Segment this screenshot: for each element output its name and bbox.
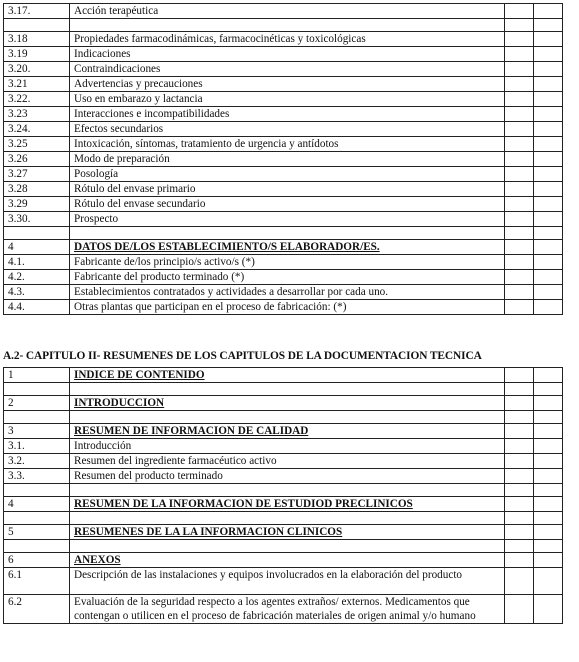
row-text: Resumen del producto terminado — [70, 469, 505, 484]
row-cell-empty — [534, 122, 563, 137]
row-text: Rótulo del envase secundario — [70, 197, 505, 212]
row-text: Modo de preparación — [70, 152, 505, 167]
row-cell-empty — [534, 47, 563, 62]
row-number: 6 — [4, 553, 70, 568]
row-cell-empty — [534, 383, 563, 396]
table-row — [4, 497, 563, 512]
row-cell-empty — [534, 107, 563, 122]
row-cell-empty — [505, 484, 534, 497]
row-cell-empty — [534, 300, 563, 315]
row-number: 3.29 — [4, 197, 70, 212]
row-cell-empty — [505, 411, 534, 424]
row-cell-empty — [505, 19, 534, 32]
row-number: 5 — [4, 525, 70, 540]
row-text: Posología — [70, 167, 505, 182]
table2-body — [4, 368, 563, 624]
row-cell-empty — [534, 424, 563, 439]
row-cell-empty — [505, 553, 534, 568]
table-summaries — [3, 367, 563, 624]
row-number: 3.19 — [4, 47, 70, 62]
row-cell-empty — [534, 212, 563, 227]
row-cell-empty — [534, 439, 563, 454]
row-text: RESUMEN DE LA INFORMACION DE ESTUDIOD PRECLINICOS — [70, 497, 505, 512]
row-cell-empty — [534, 92, 563, 107]
row-text: Uso en embarazo y lactancia — [70, 92, 505, 107]
row-number: 4.1. — [4, 255, 70, 270]
row-cell-empty — [505, 439, 534, 454]
row-cell-empty — [505, 32, 534, 47]
table1-body — [4, 4, 563, 315]
table-row — [4, 525, 563, 540]
row-cell-empty — [534, 32, 563, 47]
table-row — [4, 383, 563, 396]
row-cell-empty — [505, 4, 534, 19]
row-text — [70, 227, 505, 240]
row-cell-empty — [505, 137, 534, 152]
row-cell-empty — [505, 227, 534, 240]
table-row — [4, 512, 563, 525]
row-cell-empty — [505, 512, 534, 525]
row-text: Intoxicación, síntomas, tratamiento de urgencia y antídotos — [70, 137, 505, 152]
row-number: 3.27 — [4, 167, 70, 182]
table-row — [4, 92, 563, 107]
row-cell-empty — [534, 197, 563, 212]
row-cell-empty — [505, 396, 534, 411]
row-cell-empty — [505, 383, 534, 396]
row-text: Contraindicaciones — [70, 62, 505, 77]
row-number: 3.25 — [4, 137, 70, 152]
row-number: 3.2. — [4, 454, 70, 469]
row-text: Fabricante del producto terminado (*) — [70, 270, 505, 285]
row-text: INDICE DE CONTENIDO — [70, 368, 505, 383]
table-row — [4, 300, 563, 315]
row-cell-empty — [505, 270, 534, 285]
row-text: Introducción — [70, 439, 505, 454]
row-cell-empty — [534, 454, 563, 469]
row-cell-empty — [505, 77, 534, 92]
row-text — [70, 484, 505, 497]
row-number — [4, 484, 70, 497]
row-cell-empty — [534, 411, 563, 424]
row-text: Advertencias y precauciones — [70, 77, 505, 92]
row-cell-empty — [534, 497, 563, 512]
table-row — [4, 439, 563, 454]
row-number: 6.1 — [4, 568, 70, 595]
table-row — [4, 368, 563, 383]
row-text: Efectos secundarios — [70, 122, 505, 137]
row-text — [70, 383, 505, 396]
table-row — [4, 270, 563, 285]
table-row — [4, 484, 563, 497]
row-number: 4 — [4, 240, 70, 255]
row-cell-empty — [534, 568, 563, 595]
table-row — [4, 540, 563, 553]
row-text: Interacciones e incompatibilidades — [70, 107, 505, 122]
row-cell-empty — [534, 270, 563, 285]
row-cell-empty — [534, 469, 563, 484]
table-row — [4, 469, 563, 484]
table-row — [4, 411, 563, 424]
row-cell-empty — [505, 240, 534, 255]
row-number — [4, 383, 70, 396]
table-row — [4, 595, 563, 624]
table-row — [4, 212, 563, 227]
row-cell-empty — [505, 122, 534, 137]
table-row — [4, 396, 563, 411]
row-cell-empty — [534, 240, 563, 255]
row-number: 3.1. — [4, 439, 70, 454]
row-cell-empty — [4, 19, 70, 32]
row-text: Indicaciones — [70, 47, 505, 62]
row-text: Descripción de las instalaciones y equipos involucrados en la elaboración del producto — [70, 568, 505, 595]
row-text: Acción terapéutica — [70, 4, 505, 19]
row-cell-empty — [70, 19, 505, 32]
row-cell-empty — [534, 4, 563, 19]
row-number: 1 — [4, 368, 70, 383]
row-cell-empty — [505, 285, 534, 300]
row-cell-empty — [505, 595, 534, 624]
row-cell-empty — [534, 255, 563, 270]
table-row — [4, 454, 563, 469]
row-text: RESUMEN DE INFORMACION DE CALIDAD — [70, 424, 505, 439]
row-cell-empty — [534, 525, 563, 540]
table-row — [4, 197, 563, 212]
row-cell-empty — [534, 484, 563, 497]
row-cell-empty — [505, 525, 534, 540]
row-number: 3.17. — [4, 4, 70, 19]
table-row — [4, 32, 563, 47]
row-cell-empty — [505, 424, 534, 439]
row-number: 3.22. — [4, 92, 70, 107]
row-number: 3.28 — [4, 182, 70, 197]
row-cell-empty — [534, 167, 563, 182]
row-cell-empty — [505, 497, 534, 512]
row-cell-empty — [534, 553, 563, 568]
row-cell-empty — [505, 197, 534, 212]
row-cell-empty — [505, 107, 534, 122]
row-text: Resumen del ingrediente farmacéutico activo — [70, 454, 505, 469]
row-number: 4.4. — [4, 300, 70, 315]
row-cell-empty — [505, 212, 534, 227]
row-text: ANEXOS — [70, 553, 505, 568]
row-number: 3.30. — [4, 212, 70, 227]
table-row-blank — [4, 19, 563, 32]
table-row — [4, 167, 563, 182]
table-row — [4, 62, 563, 77]
row-number: 3 — [4, 424, 70, 439]
table-row — [4, 285, 563, 300]
row-number: 4 — [4, 497, 70, 512]
table-row — [4, 255, 563, 270]
row-cell-empty — [505, 454, 534, 469]
row-cell-empty — [534, 368, 563, 383]
row-text — [70, 411, 505, 424]
row-number: 2 — [4, 396, 70, 411]
row-cell-empty — [534, 540, 563, 553]
row-cell-empty — [505, 47, 534, 62]
row-number: 3.21 — [4, 77, 70, 92]
table-row — [4, 240, 563, 255]
row-cell-empty — [534, 595, 563, 624]
row-cell-empty — [534, 77, 563, 92]
row-cell-empty — [505, 92, 534, 107]
row-cell-empty — [534, 182, 563, 197]
table-row — [4, 107, 563, 122]
table-row — [4, 152, 563, 167]
row-cell-empty — [534, 62, 563, 77]
row-number — [4, 411, 70, 424]
table-row — [4, 4, 563, 19]
table-row — [4, 77, 563, 92]
row-cell-empty — [505, 167, 534, 182]
table-row — [4, 122, 563, 137]
table-row — [4, 137, 563, 152]
row-number: 3.23 — [4, 107, 70, 122]
row-number: 4.2. — [4, 270, 70, 285]
row-cell-empty — [534, 396, 563, 411]
table-row — [4, 47, 563, 62]
row-cell-empty — [534, 285, 563, 300]
row-text — [70, 540, 505, 553]
row-number: 3.3. — [4, 469, 70, 484]
table-continuation — [3, 3, 563, 315]
row-cell-empty — [505, 540, 534, 553]
row-cell-empty — [534, 512, 563, 525]
row-number — [4, 540, 70, 553]
row-cell-empty — [534, 19, 563, 32]
row-text: Propiedades farmacodinámicas, farmacocinéticas y toxicológicas — [70, 32, 505, 47]
row-text: Evaluación de la seguridad respecto a los agentes extraños/ externos. Medicamentos que contengan o utilicen en el proceso de fabricación materiales de origen animal y/o humano — [70, 595, 505, 624]
row-cell-empty — [534, 137, 563, 152]
table-row — [4, 182, 563, 197]
row-cell-empty — [505, 255, 534, 270]
row-number: 3.24. — [4, 122, 70, 137]
row-text: INTRODUCCION — [70, 396, 505, 411]
row-number — [4, 227, 70, 240]
row-text: Rótulo del envase primario — [70, 182, 505, 197]
row-cell-empty — [505, 568, 534, 595]
row-number: 3.18 — [4, 32, 70, 47]
row-number: 4.3. — [4, 285, 70, 300]
row-text: DATOS DE/LOS ESTABLECIMIENTO/S ELABORADOR/ES. — [70, 240, 505, 255]
table-row — [4, 227, 563, 240]
row-text: Otras plantas que participan en el proceso de fabricación: (*) — [70, 300, 505, 315]
row-text: Fabricante de/los principio/s activo/s (*) — [70, 255, 505, 270]
row-number — [4, 512, 70, 525]
row-cell-empty — [534, 227, 563, 240]
table-row — [4, 568, 563, 595]
row-cell-empty — [505, 469, 534, 484]
row-cell-empty — [505, 182, 534, 197]
table-row — [4, 553, 563, 568]
row-cell-empty — [534, 152, 563, 167]
row-text: RESUMENES DE LA LA INFORMACION CLINICOS — [70, 525, 505, 540]
row-cell-empty — [505, 300, 534, 315]
row-cell-empty — [505, 368, 534, 383]
row-text: Establecimientos contratados y actividades a desarrollar por cada uno. — [70, 285, 505, 300]
row-cell-empty — [505, 152, 534, 167]
row-number: 3.20. — [4, 62, 70, 77]
row-text — [70, 512, 505, 525]
row-cell-empty — [505, 62, 534, 77]
row-text: Prospecto — [70, 212, 505, 227]
row-number: 3.26 — [4, 152, 70, 167]
section-title: A.2- CAPITULO II- RESUMENES DE LOS CAPITULOS DE LA DOCUMENTACION TECNICA — [3, 350, 482, 362]
row-number: 6.2 — [4, 595, 70, 624]
table-row — [4, 424, 563, 439]
